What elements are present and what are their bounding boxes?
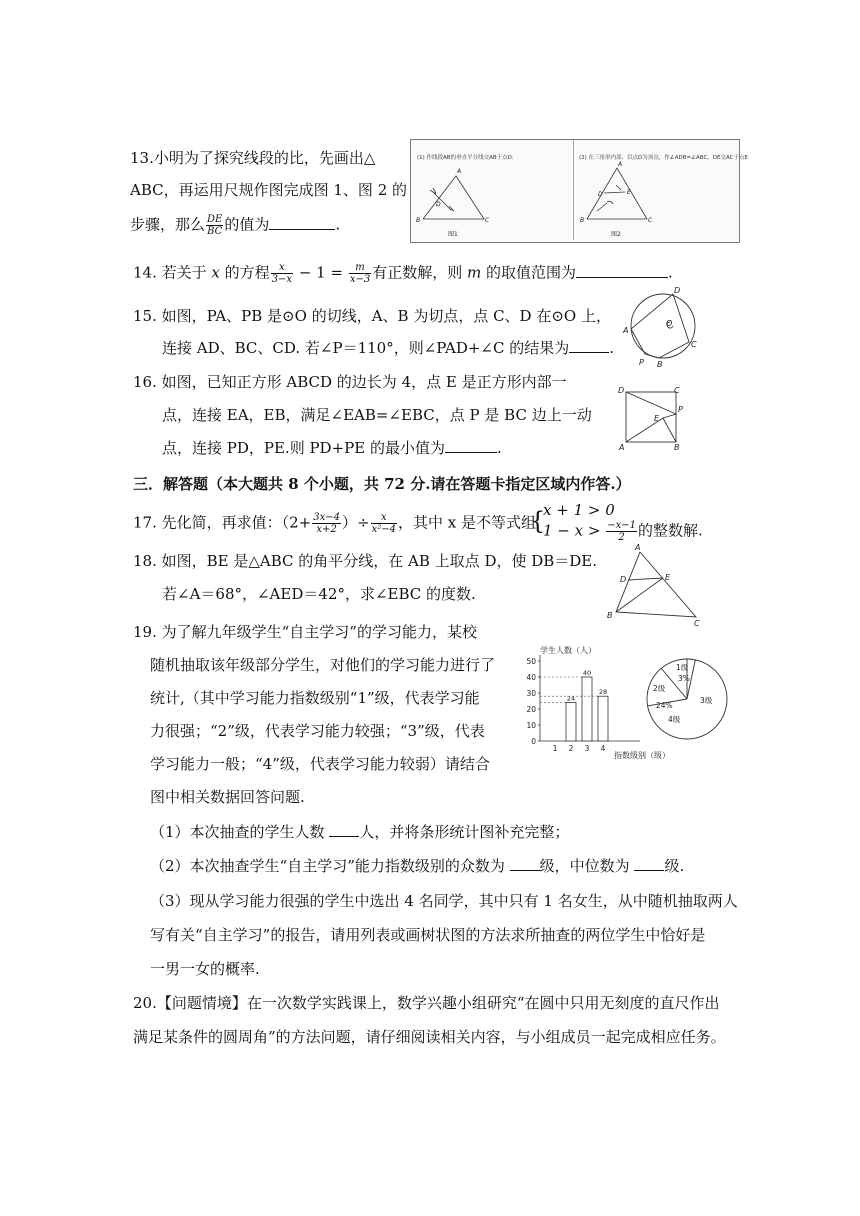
q18-label: A — [635, 543, 641, 552]
q14-frac1 — [271, 262, 293, 285]
q17-text-d: 的整数解. — [637, 521, 703, 540]
fig1-caption: (1) 作线段AB的垂直平分线交AB于点D. — [417, 155, 514, 161]
q17-frac2-den: x²−4 — [371, 524, 396, 535]
q15-label: D — [674, 286, 681, 295]
q18-label: D — [620, 575, 627, 584]
q13-text-b: 的值为 — [224, 215, 270, 234]
q14-var-m: m — [466, 263, 482, 282]
q15-label: P — [639, 358, 644, 367]
bar — [566, 703, 576, 741]
q19-line4: 力很强；“2”级，代表学习能力较强；“3”级，代表 — [150, 722, 485, 740]
fig1-arc-marks — [430, 188, 454, 211]
pie-label-2: 2级 — [653, 684, 666, 693]
bar-y-tick-label: 30 — [526, 689, 536, 698]
q15-label: B — [657, 360, 663, 369]
fig2-triangle — [587, 168, 647, 219]
q19-line6: 图中相关数据回答问题. — [150, 788, 305, 806]
fig2-number: 图2 — [611, 231, 621, 238]
bar-x-tick-label: 2 — [568, 744, 574, 753]
q16-label: D — [618, 386, 625, 395]
q18-line2: 若∠A＝68°，∠AED＝42°，求∠EBC 的度数. — [162, 585, 476, 603]
fig2-caption: (2) 在三角形内部，以点D为顶点，作∠ADB=∠ABC，DE交AC于点E. — [579, 155, 750, 161]
q15-figure — [615, 282, 705, 372]
q14-period: . — [668, 263, 673, 282]
fig1-number: 图1 — [448, 231, 458, 238]
q18-triangle — [616, 552, 696, 617]
q17-frac2-num: x — [371, 512, 397, 524]
q14-text-b: 的方程 — [219, 263, 270, 282]
q17-line — [133, 512, 536, 535]
fig1-label: C — [485, 217, 490, 224]
pie-value-4: 24% — [656, 701, 673, 710]
pie-label-3: 3级 — [700, 696, 713, 705]
q13-line1: 13.小明为了探究线段的比，先画出△ — [130, 149, 376, 167]
q17-frac2 — [371, 512, 397, 535]
q16-square — [626, 392, 676, 442]
q20-line1: 20.【问题情境】在一次数学实践课上，数学兴趣小组研究“在圆中只用无刻度的直尺作出 — [133, 994, 720, 1012]
pie-value-1: 3% — [678, 674, 690, 683]
q16-text-a: 点，连接 PD，PE.则 PD+PE 的最小值为 — [162, 439, 445, 457]
bar-value-label: 40 — [582, 669, 592, 677]
bar-xlabel: 指数级别（级） — [614, 751, 670, 760]
fig2-label: B — [580, 217, 585, 224]
q15-label: A — [623, 326, 629, 335]
q14-frac2-den: x−3 — [349, 274, 371, 285]
q14-text-a: 14. 若关于 — [133, 263, 212, 282]
q14-answer-blank[interactable] — [576, 263, 668, 278]
q19-part2-blank1[interactable] — [510, 856, 540, 871]
bar-value-label: 24 — [566, 694, 576, 703]
q18-label: E — [665, 573, 671, 582]
q16-label: B — [674, 443, 680, 452]
q17-frac1-den: x+2 — [316, 524, 337, 535]
q14-var-x: x — [211, 263, 220, 282]
q19-line2: 随机抽取该年级部分学生，对他们的学习能力进行了 — [150, 656, 496, 674]
q13-frac-den: BC — [207, 226, 223, 237]
q13-answer-blank[interactable] — [269, 215, 335, 230]
q16-line3 — [162, 438, 502, 458]
bar-value-label: 28 — [598, 688, 608, 697]
q19-pie-chart — [644, 656, 730, 742]
fig2-arc2 — [616, 185, 621, 190]
q18-label: B — [607, 611, 613, 620]
q16-line1: 16. 如图，已知正方形 ABCD 的边长为 4，点 E 是正方形内部一 — [133, 373, 567, 391]
q13-fraction — [206, 214, 223, 237]
q16-line2: 点，连接 EA，EB，满足∠EAB=∠EBC，点 P 是 BC 边上一动 — [162, 406, 592, 424]
q15-answer-blank[interactable] — [569, 338, 609, 353]
q17-ineq1: x + 1 > 0 — [543, 501, 615, 519]
bar-x-tick-label: 4 — [600, 744, 606, 753]
q14-frac1-den: 3−x — [271, 274, 293, 285]
q14-text-d: 有正数解，则 — [372, 263, 467, 282]
bar-y-tick-label: 20 — [526, 705, 536, 714]
bar — [582, 677, 592, 741]
q19-part2-c: 级. — [664, 857, 685, 875]
q15-text-a: 连接 AD、BC、CD. 若∠P＝110°，则∠PAD+∠C 的结果为 — [162, 339, 570, 357]
q19-line5: 学习能力一般；“4”级，代表学习能力较弱）请结合 — [150, 755, 490, 773]
q16-label: E — [654, 414, 660, 423]
q17-brace: { — [530, 507, 546, 535]
q16-pd-pe — [626, 392, 676, 418]
q16-period: . — [496, 439, 502, 457]
bar-y-tick-label: 0 — [531, 737, 536, 746]
fig1-label: B — [416, 217, 421, 224]
q19-part2 — [150, 856, 684, 876]
q19-part2-blank2[interactable] — [634, 856, 664, 871]
bar-ylabel: 学生人数（人） — [540, 646, 596, 655]
q18-line1: 18. 如图，BE 是△ABC 的角平分线，在 AB 上取点 D，使 DB＝DE. — [133, 552, 598, 570]
bar-y-tick-label: 40 — [526, 673, 536, 682]
q15-label: O — [666, 319, 673, 328]
fig2-label: C — [648, 217, 653, 224]
q19-part1-b: 人，并将条形统计图补充完整； — [359, 823, 570, 841]
bar — [598, 696, 608, 741]
q19-line3: 统计,（其中学习能力指数级别“1”级，代表学习能 — [150, 689, 480, 707]
q17-frac1 — [312, 512, 341, 535]
fig2-label: D — [598, 191, 603, 198]
q14-frac1-num: x — [271, 262, 293, 274]
q15-label: C — [691, 340, 697, 349]
q18-figure — [598, 540, 708, 630]
q13-line2: ABC，再运用尺规作图完成图 1、图 2 的 — [130, 181, 408, 199]
q15-tangents — [631, 329, 659, 358]
q13-triangles — [411, 140, 739, 242]
q13-period: . — [335, 215, 341, 234]
q17-frac3-num: −x−1 — [607, 520, 636, 531]
bar-x-tick-label: 3 — [584, 744, 590, 753]
fig2-de — [604, 192, 625, 193]
fig2-angle-arc — [607, 201, 613, 204]
q18-de — [628, 578, 663, 580]
q17-ineq2-text: 1 − x > — [543, 521, 606, 540]
q19-part1 — [150, 822, 569, 842]
q19-part2-b: 级，中位数为 — [539, 857, 635, 875]
q13-figure — [410, 139, 750, 243]
q16-label: C — [674, 386, 680, 395]
fig1-label: A — [457, 168, 462, 175]
q17-frac1-num: 3x−4 — [313, 512, 340, 523]
q14-frac2 — [349, 262, 371, 285]
fig1-triangle — [423, 176, 484, 219]
q16-ea-eb — [626, 418, 676, 442]
fig2-label: E — [627, 189, 631, 196]
q17-text-c: ，其中 x 是不等式组 — [397, 513, 536, 532]
bar-y-tick-label: 10 — [526, 721, 536, 730]
q17-text-a: 17. 先化简，再求值：（2+ — [133, 513, 312, 532]
fig2-label: A — [618, 161, 623, 168]
bar-x-tick-label: 1 — [552, 744, 558, 753]
q15-line2 — [162, 338, 614, 358]
bar-y-tick-label: 50 — [526, 657, 536, 666]
q19-line1: 19. 为了解九年级学生“自主学习”的学习能力，某校 — [133, 623, 477, 641]
q15-period: . — [609, 339, 615, 357]
q13-text-a: 步骤，那么 — [130, 215, 206, 234]
q17-text-b: ）÷ — [342, 513, 370, 532]
fig2-arc1 — [597, 203, 607, 211]
q16-figure — [617, 382, 687, 454]
q14-text-c: − 1 = — [294, 263, 348, 282]
q19-part2-a: （2）本次抽查学生“自主学习”能力指数级别的众数为 — [150, 857, 510, 875]
q19-part3-line3: 一男一女的概率. — [150, 960, 260, 978]
q16-answer-blank[interactable] — [445, 438, 497, 453]
q15-line1: 15. 如图，PA、PB 是⊙O 的切线，A、B 为切点，点 C、D 在⊙O 上， — [133, 307, 611, 325]
q14-text-e: 的取值范围为 — [481, 263, 576, 282]
q13-frac-num: DE — [207, 214, 223, 225]
q14-line — [133, 262, 673, 285]
q19-part1-a: （1）本次抽查的学生人数 — [150, 823, 330, 841]
pie-label-4: 4级 — [668, 715, 681, 724]
q16-label: A — [619, 443, 625, 452]
q14-frac2-num: m — [349, 262, 371, 274]
q20-line2: 满足某条件的圆周角”的方法问题，请仔细阅读相关内容，与小组成员一起完成相应任务。 — [133, 1028, 726, 1046]
q13-line3 — [130, 214, 340, 237]
fig1-label: D — [436, 201, 441, 208]
q19-part1-blank[interactable] — [329, 822, 359, 837]
q15-circle — [631, 294, 695, 358]
pie-label-1: 1级 — [676, 663, 689, 672]
q19-part3-line2: 写有关“自主学习”的报告，请用列表或画树状图的方法求所抽查的两位学生中恰好是 — [150, 926, 706, 944]
section-heading: 三．解答题（本大题共 8 个小题，共 72 分.请在答题卡指定区域内作答.） — [133, 475, 631, 493]
q18-label: C — [694, 619, 700, 628]
q16-label: P — [678, 405, 683, 414]
q17-frac3-den: 2 — [618, 532, 625, 543]
q19-part3-line1: （3）现从学习能力很强的学生中选出 4 名同学，其中只有 1 名女生，从中随机抽取两人 — [150, 892, 738, 910]
